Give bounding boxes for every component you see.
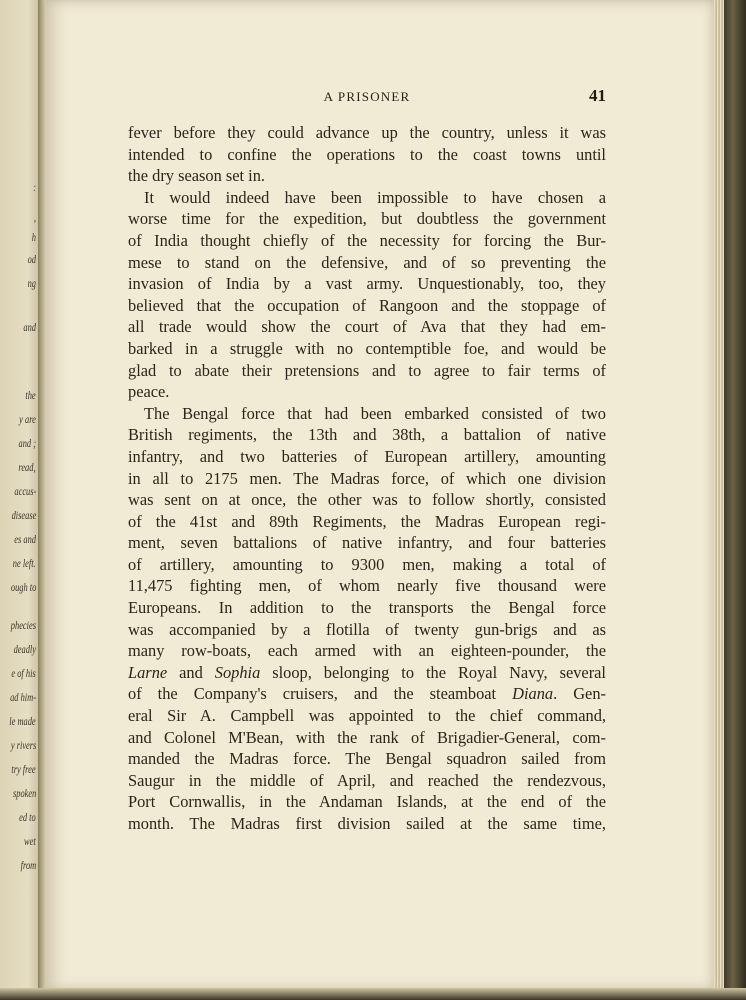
facing-page-fragment: try free [11, 762, 36, 776]
text-line: of the Company's cruisers, and the steamboat Diana. Gen- [128, 684, 606, 704]
facing-page-fragment: h [31, 230, 36, 244]
page-body-text [128, 122, 606, 835]
text-line: glad to abate their pretensions and to agree to fair terms of [128, 360, 606, 380]
facing-page-fragment: read, [18, 460, 36, 474]
text-line: many row-boats, each armed with an eighteen-pounder, the [128, 641, 606, 661]
text-line: manded the Madras force. The Bengal squadron sailed from [128, 749, 606, 769]
facing-page-fragment: from [20, 858, 36, 872]
facing-page-fragment: the [25, 388, 36, 402]
facing-page-fragment: deadly [13, 642, 36, 656]
facing-page-fragment: accus- [14, 484, 36, 498]
text-line: eral Sir A. Campbell was appointed to the chief command, [128, 706, 606, 726]
facing-page-fragment: and [23, 320, 36, 334]
facing-page-fragment: phecies [10, 618, 36, 632]
text-line: in all to 2175 men. The Madras force, of which one division [128, 468, 606, 488]
text-line: Larne and Sophia sloop, belonging to the Royal Navy, several [128, 662, 606, 682]
text-line: month. The Madras first division sailed at the same time, [128, 814, 606, 833]
facing-page-edge [0, 0, 40, 1000]
book-gutter [38, 0, 46, 1000]
text-line: the dry season set in. [128, 166, 266, 186]
facing-page-fragment: es and [14, 532, 36, 546]
text-line: infantry, and two batteries of European artillery, amounting [128, 446, 606, 466]
facing-page-fragment: e of his [11, 666, 36, 680]
text-line: fever before they could advance up the country, unless it was [128, 123, 606, 142]
text-line: ment, seven battalions of native infantry, and four batteries [128, 533, 606, 553]
text-line: of the 41st and 89th Regiments, the Madras European regi- [128, 511, 606, 531]
text-line: was accompanied by a flotilla of twenty gun-brigs and as [128, 619, 606, 639]
facing-page-fragment: disease [11, 508, 36, 522]
text-line: Saugur in the middle of April, and reached the rendezvous, [128, 770, 606, 790]
text-line: It would indeed have been impossible to have chosen a [144, 187, 606, 207]
text-line: of artillery, amounting to 9300 men, making a total of [128, 554, 606, 574]
text-line: Europeans. In addition to the transports the Bengal force [128, 598, 606, 618]
facing-page-fragment: y are [19, 412, 36, 426]
facing-page-fragment: ne left. [13, 556, 36, 570]
text-line: Port Cornwallis, in the Andaman Islands, at the end of the [128, 792, 606, 812]
book-binding [724, 0, 746, 1000]
page-edges [714, 0, 724, 995]
text-line: was sent on at once, the other was to follow shortly, consisted [128, 490, 606, 510]
facing-page-fragment: ough to [10, 580, 36, 594]
facing-page-fragment: le made [9, 714, 36, 728]
text-line: barked in a struggle with no contemptible foe, and would be [128, 338, 606, 358]
text-line: of India thought chiefly of the necessity for forcing the Bur- [128, 230, 606, 250]
facing-page-fragment: od [27, 252, 36, 266]
text-line: British regiments, the 13th and 38th, a battalion of native [128, 425, 606, 445]
text-line: mese to stand on the defensive, and of so preventing the [128, 252, 606, 272]
bottom-edge [0, 988, 746, 1000]
text-line: 11,475 fighting men, of whom nearly five thousand were [128, 576, 606, 596]
text-line: intended to confine the operations to the coast towns until [128, 144, 606, 164]
facing-page-fragment: ed to [19, 810, 36, 824]
facing-page-fragment: spoken [12, 786, 36, 800]
running-head [128, 86, 606, 110]
text-line: believed that the occupation of Rangoon and the stoppage of [128, 295, 606, 315]
facing-page-fragment: ng [27, 276, 36, 290]
facing-page-fragment: ad him- [10, 690, 36, 704]
text-line: peace. [128, 382, 170, 402]
text-line: and Colonel M'Bean, with the rank of Brigadier-General, com- [128, 727, 606, 747]
running-head-title: A PRISONER [323, 89, 411, 104]
facing-page-fragment: and ; [18, 436, 36, 450]
facing-page-fragment: wet [24, 834, 36, 848]
text-line: worse time for the expedition, but doubtless the government [128, 209, 606, 229]
facing-page-fragment: : [33, 180, 36, 194]
page-number: 41 [589, 86, 606, 105]
facing-page-fragment: , [33, 210, 36, 224]
text-line: The Bengal force that had been embarked consisted of two [144, 403, 606, 423]
text-line: invasion of India by a vast army. Unquestionably, too, they [128, 274, 606, 294]
facing-page-fragment: y rivers [10, 738, 36, 752]
text-line: all trade would show the court of Ava that they had em- [128, 317, 606, 337]
